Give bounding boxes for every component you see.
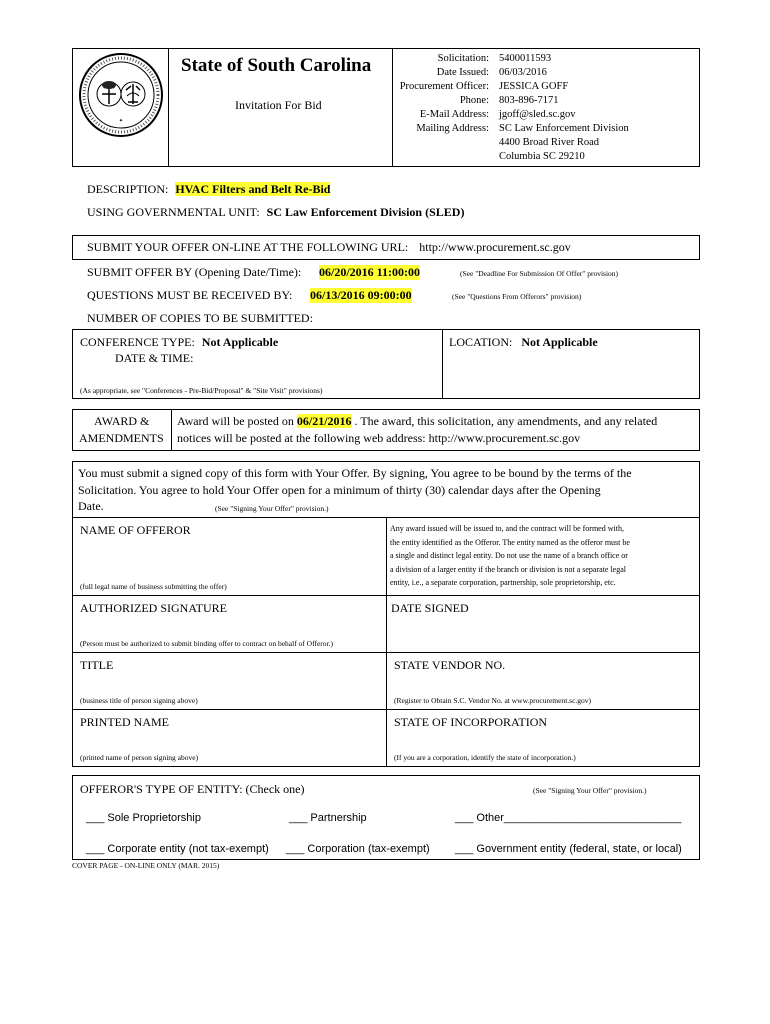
signing-line-1: You must submit a signed copy of this form with Your Offer. By signing, You agree to be bound by the terms of the: [78, 466, 632, 480]
award-text-pre: Award will be posted on: [177, 414, 294, 428]
incorporation-note: (If you are a corporation, identify the state of incorporation.): [394, 753, 576, 762]
info-row: [395, 137, 695, 151]
submit-url-row: [87, 240, 571, 255]
award-label-2: AMENDMENTS: [79, 431, 164, 445]
submit-url-label: SUBMIT YOUR OFFER ON-LINE AT THE FOLLOWING URL:: [87, 240, 409, 254]
info-label: Solicitation:: [437, 53, 489, 64]
description-label: DESCRIPTION:: [87, 182, 169, 196]
ifb-subtitle: Invitation For Bid: [235, 98, 322, 112]
grid-hline: [72, 595, 700, 596]
copies-label: NUMBER OF COPIES TO BE SUBMITTED:: [87, 311, 313, 325]
info-label: Phone:: [459, 95, 489, 106]
award-notice-line: the entity identified as the Offeror. The entity named as the offeror must be: [390, 537, 630, 547]
info-row: [395, 81, 695, 95]
signing-line-2: Solicitation. You agree to hold Your Offer open for a minimum of thirty (30) calendar days after the Opening: [78, 483, 601, 497]
conference-type-row: [80, 335, 278, 350]
signing-line-3: Date.: [78, 499, 104, 513]
award-notice-line: a division of a larger entity if the branch or division is not a separate legal: [390, 564, 627, 574]
questions-value: 06/13/2016 09:00:00: [310, 288, 412, 302]
entity-type-note: (See "Signing Your Offer" provision.): [533, 786, 647, 795]
unit-row: [87, 205, 464, 220]
incorporation-field[interactable]: [391, 730, 691, 750]
entity-option-corporation-tax-exempt[interactable]: ___ Corporation (tax-exempt): [286, 843, 430, 855]
info-label: E-Mail Address:: [419, 109, 489, 120]
entity-option-government[interactable]: ___ Government entity (federal, state, or local): [455, 843, 682, 855]
conference-divider: [442, 329, 443, 399]
location-label: LOCATION:: [449, 335, 513, 349]
grid-vline: [386, 517, 387, 767]
header-divider-2: [392, 48, 393, 167]
svg-text:✦: ✦: [118, 118, 124, 124]
info-row: [395, 67, 695, 81]
auth-signature-field[interactable]: [78, 616, 378, 636]
submit-by-label: SUBMIT OFFER BY (Opening Date/Time):: [87, 265, 302, 279]
entity-type-label: OFFEROR'S TYPE OF ENTITY: (Check one): [80, 782, 305, 796]
vendor-no-note: (Register to Obtain S.C. Vendor No. at www.procurement.sc.gov): [394, 696, 592, 705]
info-row: [395, 151, 695, 165]
grid-hline: [72, 709, 700, 710]
vendor-no-label: STATE VENDOR NO.: [394, 658, 506, 672]
offeror-name-field[interactable]: [78, 540, 378, 576]
printed-name-note: (printed name of person signing above): [80, 753, 199, 762]
address-line-2: 4400 Broad River Road: [499, 137, 600, 148]
description-value: HVAC Filters and Belt Re-Bid: [175, 182, 331, 196]
date-signed-label: DATE SIGNED: [391, 601, 469, 615]
award-text-line-1: [177, 414, 657, 429]
entity-option-sole-proprietorship[interactable]: ___ Sole Proprietorship: [86, 812, 201, 824]
footer-label: COVER PAGE - ON-LINE ONLY (MAR. 2015): [72, 861, 220, 870]
state-title: State of South Carolina: [181, 55, 372, 76]
info-row: [395, 109, 695, 123]
award-notice-line: Any award issued will be issued to, and the contract will be formed with,: [390, 524, 624, 533]
award-label-1: AWARD &: [94, 414, 150, 428]
title-label: TITLE: [80, 658, 114, 672]
header-info: [395, 53, 695, 165]
submit-by-value: 06/20/2016 11:00:00: [319, 265, 420, 279]
auth-signature-label: AUTHORIZED SIGNATURE: [80, 601, 227, 615]
title-field[interactable]: [78, 673, 378, 693]
offeror-name-note: (full legal name of business submitting the offer): [80, 582, 227, 591]
incorporation-label: STATE OF INCORPORATION: [394, 715, 548, 729]
info-row: [395, 53, 695, 67]
submit-url-link[interactable]: http://www.procurement.sc.gov: [419, 240, 571, 254]
info-row: [395, 95, 695, 109]
info-row: [395, 123, 695, 137]
award-date: 06/21/2016: [296, 414, 352, 428]
info-value: 06/03/2016: [499, 67, 547, 78]
location-value: Not Applicable: [521, 335, 598, 349]
header-divider-1: [168, 48, 169, 167]
conference-note: (As appropriate, see "Conferences - Pre-Bid/Proposal" & "Site Visit" provisions): [80, 386, 323, 395]
info-value: 5400011593: [499, 53, 552, 64]
signing-note: (See "Signing Your Offer" provision.): [215, 504, 329, 513]
info-value: jgoff@sled.sc.gov: [499, 109, 576, 120]
description-row: [87, 182, 330, 197]
date-signed-field[interactable]: [391, 616, 691, 648]
address-line-3: Columbia SC 29210: [499, 151, 585, 162]
unit-label: USING GOVERNMENTAL UNIT:: [87, 205, 260, 219]
printed-name-field[interactable]: [78, 730, 378, 750]
info-value: 803-896-7171: [499, 95, 559, 106]
vendor-no-field[interactable]: [391, 673, 691, 693]
offeror-name-label: NAME OF OFFEROR: [80, 523, 191, 537]
questions-note: (See "Questions From Offerors" provision): [452, 292, 582, 301]
entity-option-corporate-entity[interactable]: ___ Corporate entity (not tax-exempt): [86, 843, 269, 855]
state-seal-logo: [78, 52, 164, 138]
title-note: (business title of person signing above): [80, 696, 198, 705]
info-value: JESSICA GOFF: [499, 81, 569, 92]
unit-value: SC Law Enforcement Division (SLED): [266, 205, 465, 219]
info-label: Date Issued:: [436, 67, 489, 78]
award-notice-line: a single and distinct legal entity. Do not use the name of a branch office or: [390, 551, 628, 560]
conference-type-value: Not Applicable: [201, 335, 279, 349]
location-row: [449, 335, 598, 350]
entity-option-partnership[interactable]: ___ Partnership: [289, 812, 367, 824]
submit-by-note: (See "Deadline For Submission Of Offer" provision): [460, 269, 619, 278]
printed-name-label: PRINTED NAME: [80, 715, 169, 729]
conference-type-label: CONFERENCE TYPE:: [80, 335, 195, 349]
auth-signature-note: (Person must be authorized to submit binding offer to contract on behalf of Offeror.): [80, 639, 333, 648]
award-text-post: . The award, this solicitation, any amendments, and any related: [354, 414, 658, 428]
award-notice-line: entity, i.e., a separate corporation, partnership, sole proprietorship, etc.: [390, 578, 616, 587]
award-text-line-2: notices will be posted at the following web address: http://www.procurement.sc.gov: [177, 431, 581, 445]
info-value: SC Law Enforcement Division: [499, 123, 629, 134]
questions-label: QUESTIONS MUST BE RECEIVED BY:: [87, 288, 293, 302]
info-label: Procurement Officer:: [399, 81, 489, 92]
conference-datetime-label: DATE & TIME:: [115, 351, 194, 365]
info-label: Mailing Address:: [416, 123, 489, 134]
entity-option-other[interactable]: ___ Other_____________________________: [455, 812, 682, 824]
award-notice: [390, 522, 696, 590]
grid-hline: [72, 652, 700, 653]
